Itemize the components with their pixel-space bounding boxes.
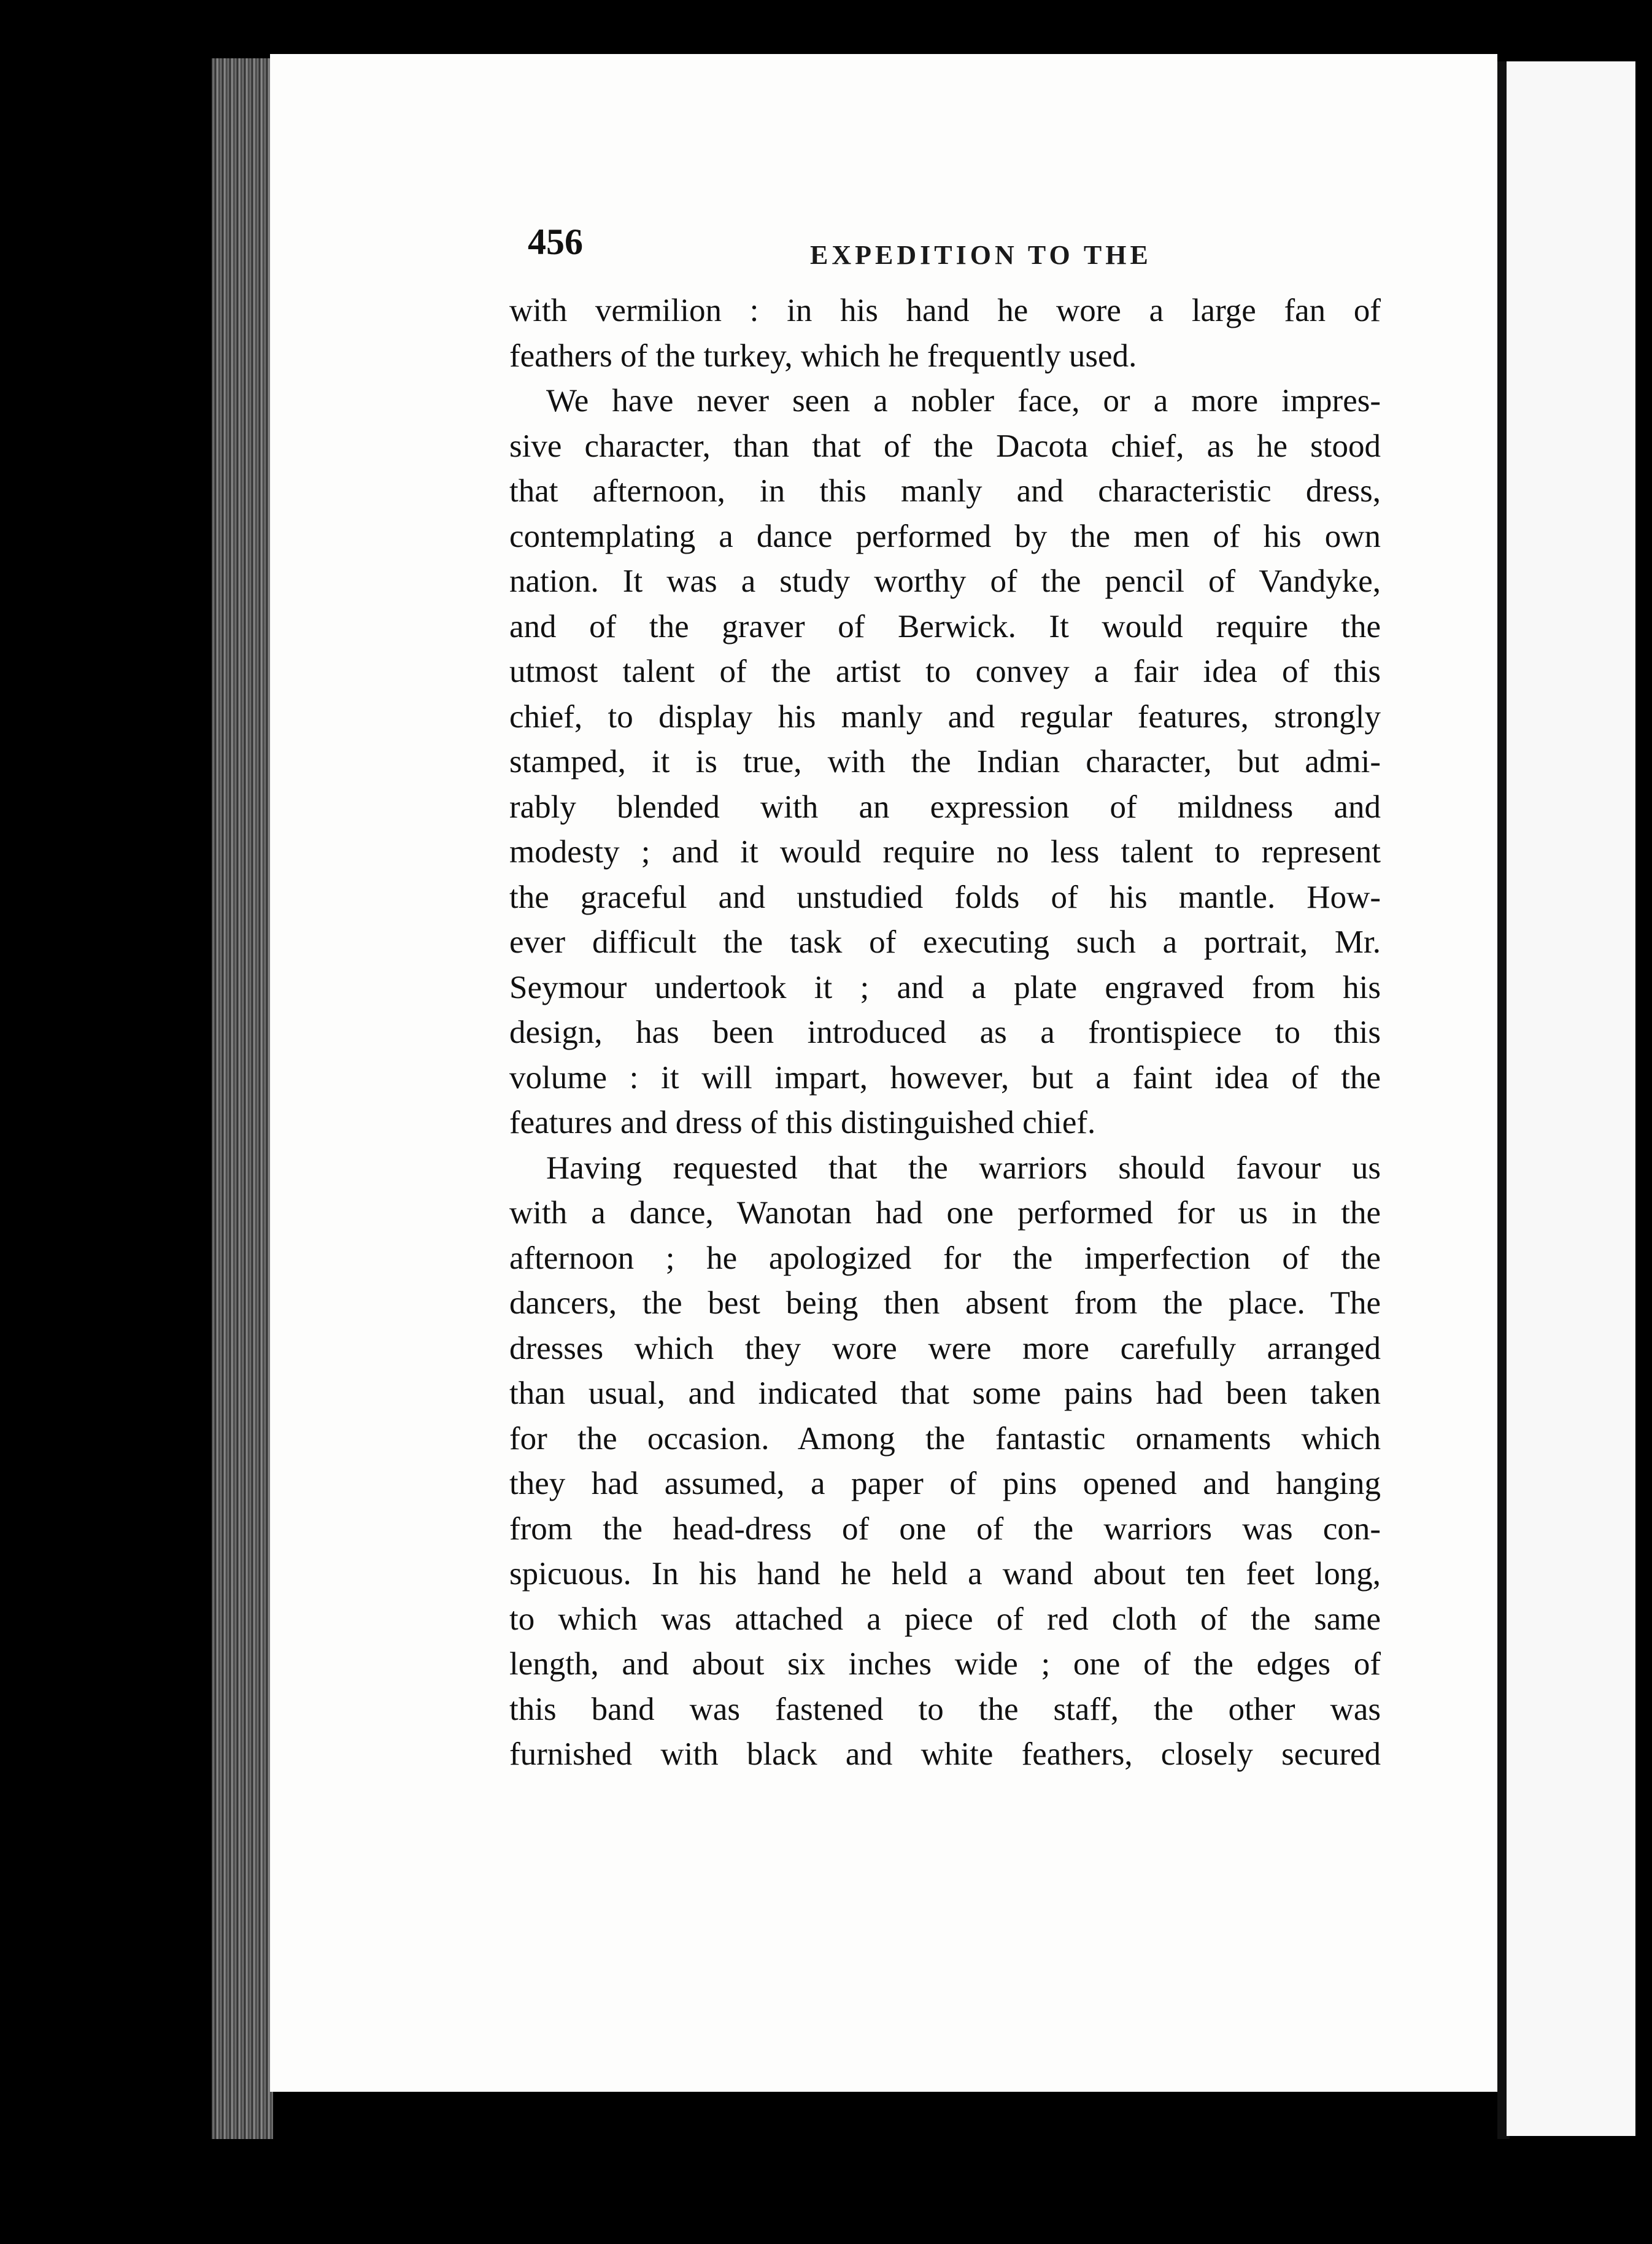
text-line: volume : it will impart, however, but a faint idea of the — [509, 1059, 1381, 1096]
text-line: We have never seen a nobler face, or a more impres- — [546, 383, 1381, 419]
text-line: and of the graver of Berwick. It would require the — [509, 608, 1381, 644]
text-line: to which was attached a piece of red cloth of the same — [509, 1601, 1381, 1637]
text-line: than usual, and indicated that some pains had been taken — [509, 1375, 1381, 1411]
text-line: Having requested that the warriors should favour us — [546, 1150, 1381, 1186]
page-body-text — [509, 288, 1381, 1778]
text-line: they had assumed, a paper of pins opened and hanging — [509, 1466, 1381, 1501]
running-title: EXPEDITION TO THE — [810, 240, 1152, 270]
text-line: chief, to display his manly and regular features, strongly — [509, 698, 1381, 735]
text-line: feathers of the turkey, which he frequently used. — [509, 338, 1137, 374]
text-line: length, and about six inches wide ; one of the edges of — [509, 1646, 1381, 1682]
text-line: design, has been introduced as a frontispiece to this — [509, 1015, 1381, 1050]
text-line: ever difficult the task of executing such a portrait, Mr. — [509, 924, 1381, 960]
text-line: sive character, than that of the Dacota chief, as he stood — [509, 428, 1381, 464]
text-line: modesty ; and it would require no less talent to represent — [509, 834, 1381, 870]
book-page-edges-left — [212, 58, 273, 2139]
text-line: with a dance, Wanotan had one performed for us in the — [509, 1195, 1381, 1231]
text-line: for the occasion. Among the fantastic ornaments which — [509, 1420, 1381, 1457]
text-line: this band was fastened to the staff, the other was — [509, 1691, 1381, 1727]
text-line: furnished with black and white feathers, closely secured — [509, 1736, 1381, 1772]
text-line: with vermilion : in his hand he wore a large fan of — [509, 293, 1381, 328]
facing-page-edge — [1507, 61, 1635, 2136]
text-line: Seymour undertook it ; and a plate engraved from his — [509, 969, 1381, 1005]
text-line: dancers, the best being then absent from the place. The — [509, 1285, 1381, 1321]
text-line: the graceful and unstudied folds of his mantle. How- — [509, 879, 1381, 915]
text-line: spicuous. In his hand he held a wand about ten feet long, — [509, 1556, 1381, 1592]
text-line: contemplating a dance performed by the men of his own — [509, 518, 1381, 554]
text-line: from the head-dress of one of the warriors was con- — [509, 1511, 1381, 1547]
text-line: nation. It was a study worthy of the pencil of Vandyke, — [509, 563, 1381, 599]
text-line: stamped, it is true, with the Indian character, but admi- — [509, 744, 1381, 780]
text-line: rably blended with an expression of mildness and — [509, 789, 1381, 825]
text-line: that afternoon, in this manly and characteristic dress, — [509, 473, 1381, 509]
text-line: dresses which they wore were more carefully arranged — [509, 1330, 1381, 1366]
text-line: features and dress of this distinguished chief. — [509, 1105, 1096, 1140]
page-number: 456 — [528, 222, 583, 262]
text-line: utmost talent of the artist to convey a fair idea of this — [509, 654, 1381, 689]
text-line: afternoon ; he apologized for the imperfection of the — [509, 1240, 1381, 1276]
